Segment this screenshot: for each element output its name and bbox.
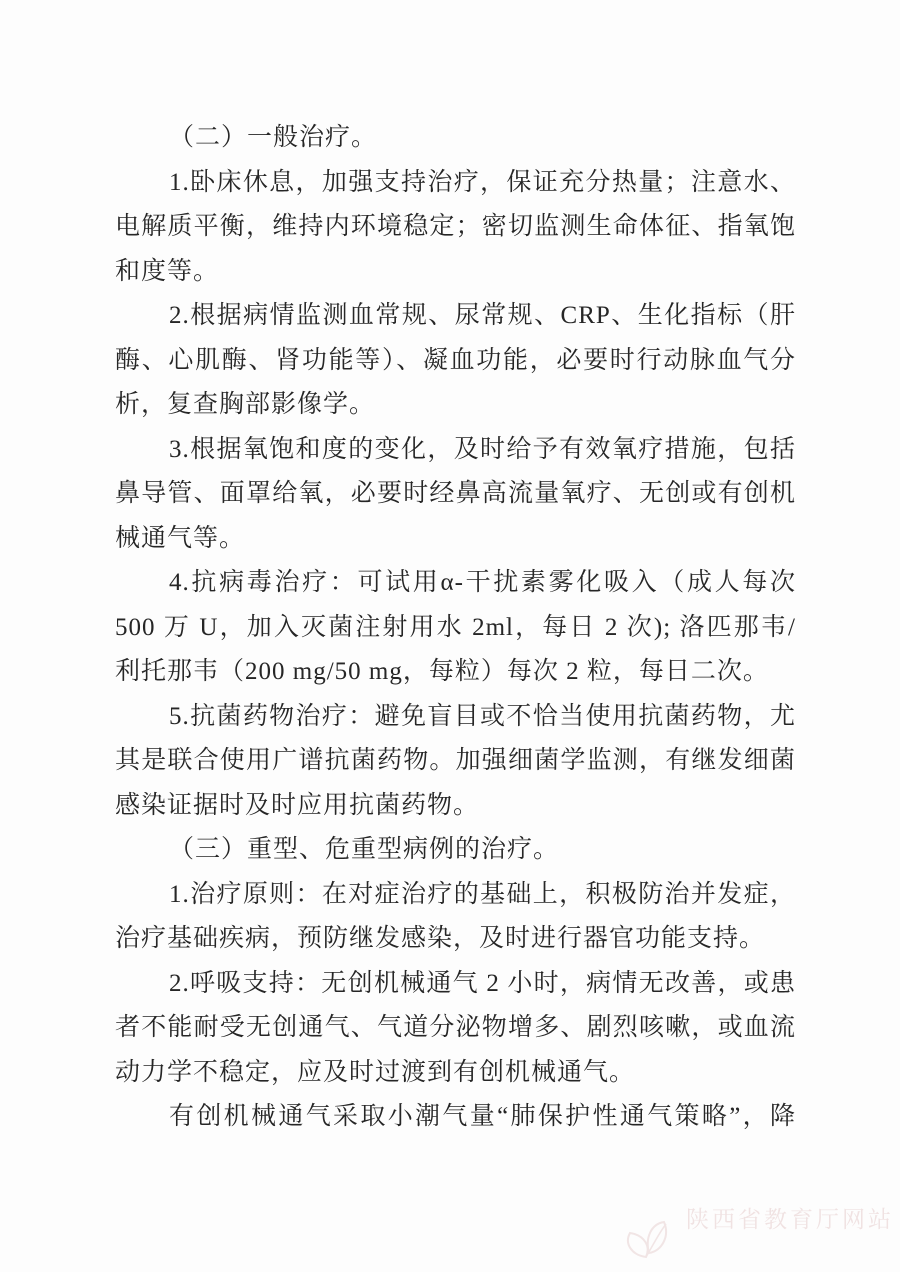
text-line: 5.抗菌药物治疗：避免盲目或不恰当使用抗菌药物，尤 [169, 702, 796, 730]
text-line: 感染证据时及时应用抗菌药物。 [115, 791, 480, 819]
leaf-logo-icon [622, 1217, 684, 1266]
text-line: 1.卧床休息，加强支持治疗，保证充分热量；注意水、 [169, 168, 796, 196]
section-heading: （二）一般治疗。 [169, 124, 378, 151]
section-heading: （三）重型、危重型病例的治疗。 [169, 836, 560, 863]
text-line: 电解质平衡，维持内环境稳定；密切监测生命体征、指氧饱 [115, 213, 796, 240]
text-line: 析，复查胸部影像学。 [115, 391, 376, 418]
text-line: 者不能耐受无创通气、气道分泌物增多、剧烈咳嗽，或血流 [115, 1014, 796, 1041]
text-line: 有创机械通气采取小潮气量“肺保护性通气策略”，降 [169, 1103, 796, 1130]
text-line: 其是联合使用广谱抗菌药物。加强细菌学监测，有继发细菌 [115, 747, 796, 774]
text-line: 治疗基础疾病，预防继发感染，及时进行器官功能支持。 [115, 925, 766, 952]
text-line: 3.根据氧饱和度的变化，及时给予有效氧疗措施，包括 [169, 435, 796, 463]
text-line: 2.呼吸支持：无创机械通气 2 小时，病情无改善，或患 [169, 969, 796, 997]
text-line: 2.根据病情监测血常规、尿常规、CRP、生化指标（肝 [169, 302, 796, 329]
text-line: 和度等。 [115, 257, 220, 285]
watermark [622, 1205, 894, 1266]
text-line: 鼻导管、面罩给氧，必要时经鼻高流量氧疗、无创或有创机 [115, 480, 796, 507]
text-line: 利托那韦（200 mg/50 mg，每粒）每次 2 粒，每日二次。 [115, 658, 769, 685]
text-line: 500 万 U，加入灭菌注射用水 2ml，每日 2 次); 洛匹那韦/ [115, 613, 796, 641]
text-line: 酶、心肌酶、肾功能等）、凝血功能，必要时行动脉血气分 [115, 346, 796, 374]
text-line: 1.治疗原则：在对症治疗的基础上，积极防治并发症， [169, 880, 796, 908]
text-line: 4.抗病毒治疗：可试用α-干扰素雾化吸入（成人每次 [169, 569, 796, 596]
text-line: 动力学不稳定，应及时过渡到有创机械通气。 [115, 1058, 636, 1086]
document-body [115, 116, 796, 1140]
watermark-text: 陕西省教育厅网站 [686, 1207, 894, 1232]
text-line: 械通气等。 [115, 524, 246, 552]
